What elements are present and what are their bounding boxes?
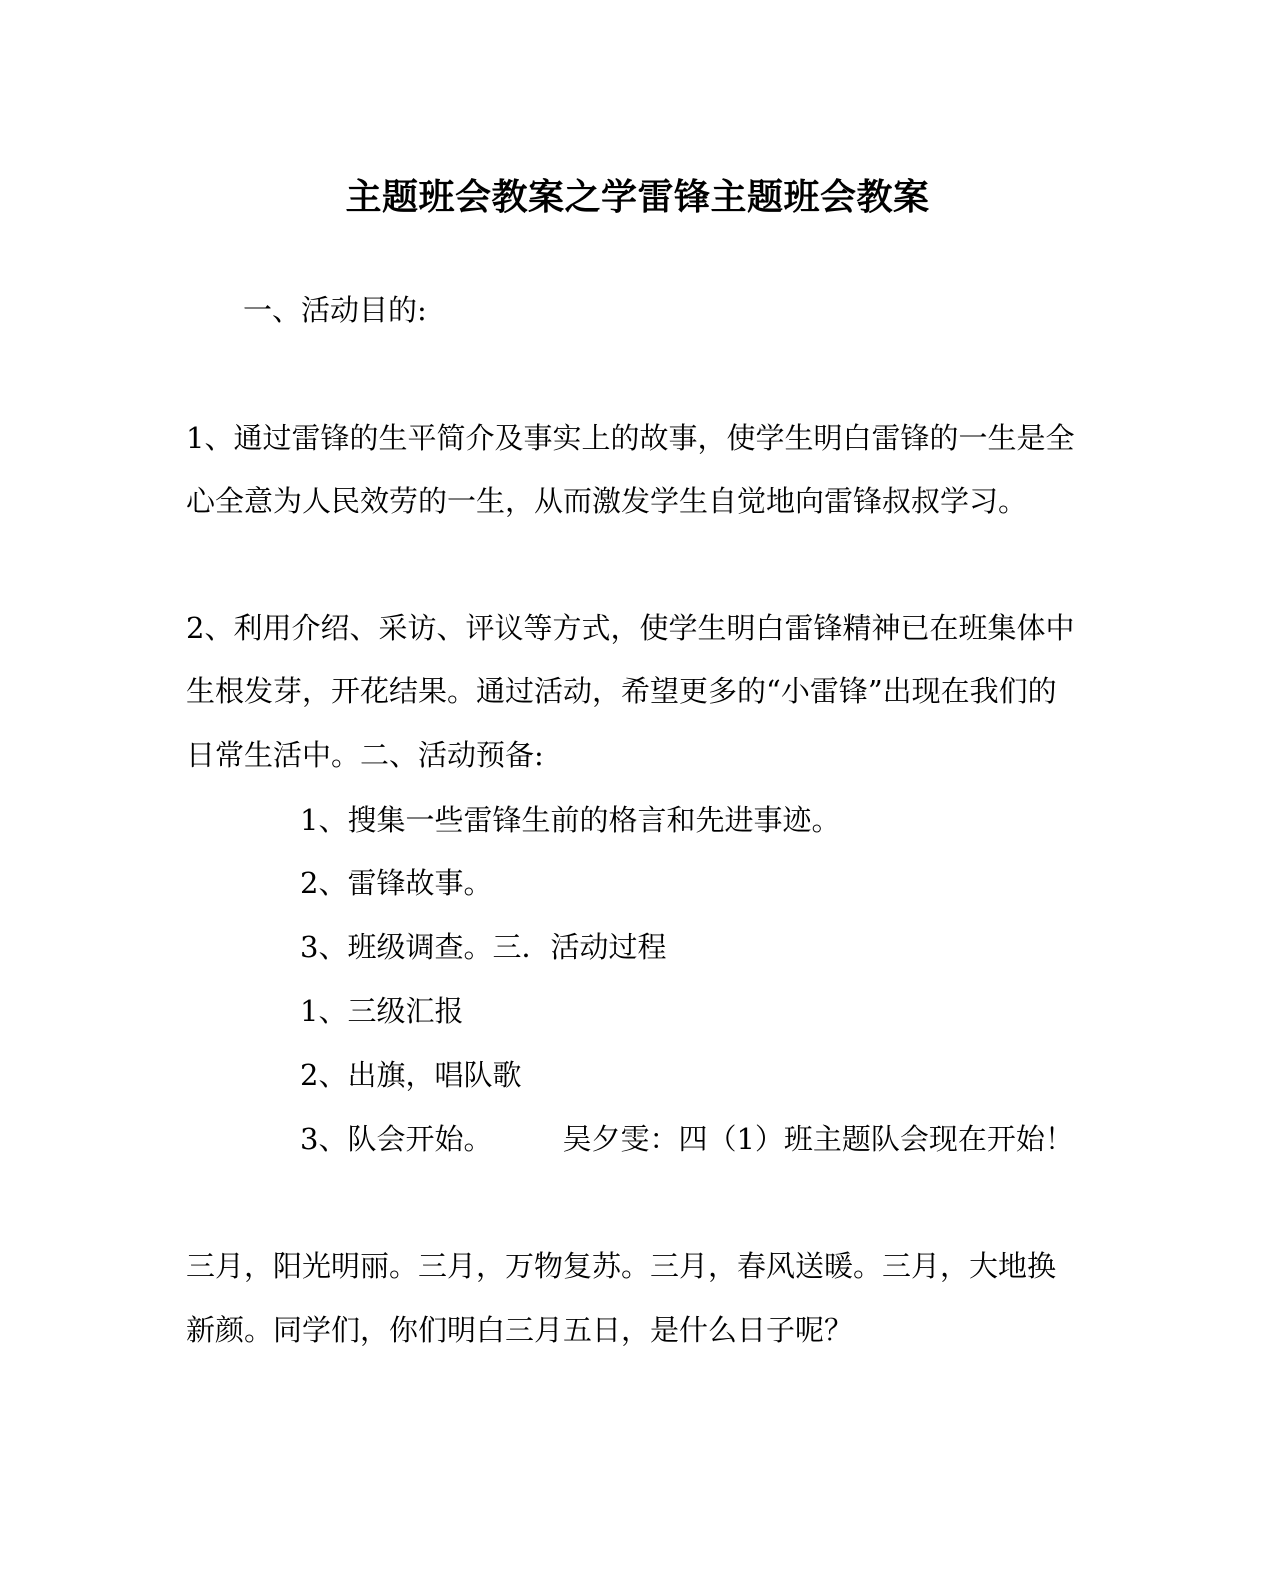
process-item-3 — [300, 1119, 1074, 1159]
section-heading-objectives: 一、活动目的: — [243, 293, 427, 327]
process-item-2: 2、出旗，唱队歌 — [300, 1058, 522, 1092]
process-item-3-speech: 吴夕雯：四（1）班主题队会现在开始！ — [562, 1122, 1074, 1156]
document-title: 主题班会教案之学雷锋主题班会教案 — [345, 176, 930, 218]
prep-item-2: 2、雷锋故事。 — [300, 866, 493, 900]
paragraph-3-line-1: 三月，阳光明丽。三月，万物复苏。三月，春风送暖。三月，大地换 — [186, 1249, 1057, 1283]
paragraph-1-line-2: 心全意为人民效劳的一生，从而激发学生自觉地向雷锋叔叔学习。 — [186, 484, 1028, 518]
paragraph-2-line-3: 日常生活中。二、活动预备: — [186, 738, 544, 772]
paragraph-1-line-1: 1、通过雷锋的生平简介及事实上的故事，使学生明白雷锋的一生是全 — [186, 421, 1075, 455]
paragraph-3-line-2: 新颜。同学们，你们明白三月五日，是什么日子呢？ — [186, 1313, 854, 1347]
paragraph-2-line-2: 生根发芽，开花结果。通过活动，希望更多的“小雷锋”出现在我们的 — [186, 674, 1057, 708]
paragraph-2-line-1: 2、利用介绍、采访、评议等方式，使学生明白雷锋精神已在班集体中 — [186, 611, 1075, 645]
prep-item-1: 1、搜集一些雷锋生前的格言和先进事迹。 — [300, 803, 841, 837]
process-item-3-label: 3、队会开始。 — [300, 1122, 493, 1156]
prep-item-3: 3、班级调查。三．活动过程 — [300, 930, 667, 964]
process-item-1: 1、三级汇报 — [300, 994, 464, 1028]
